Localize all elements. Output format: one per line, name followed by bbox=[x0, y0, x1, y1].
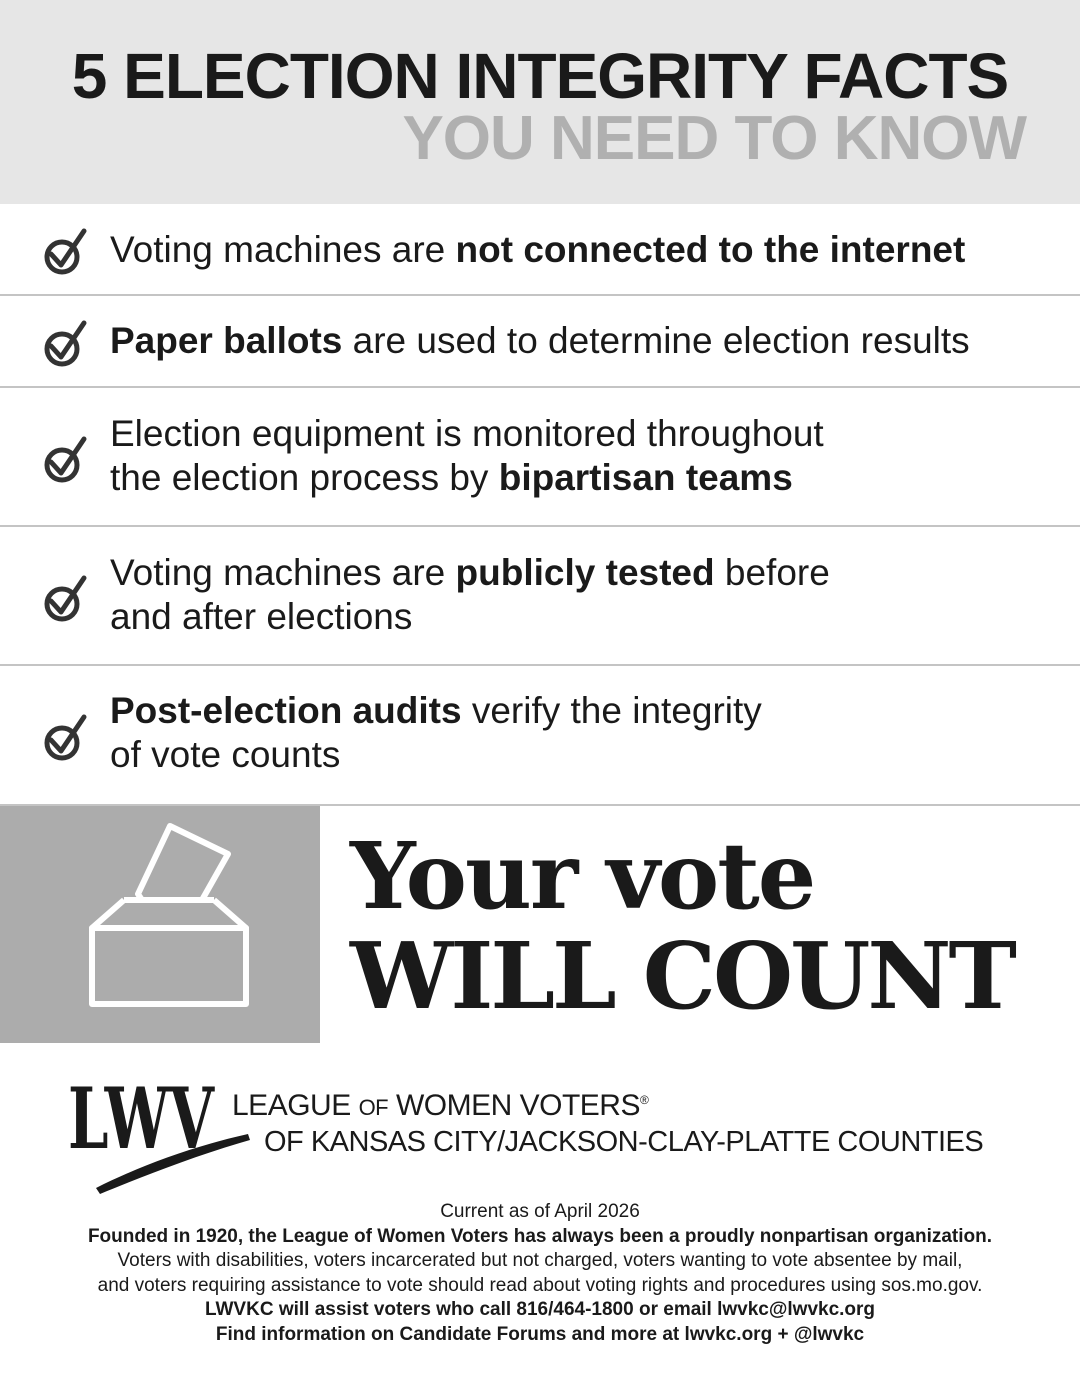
fact-row bbox=[0, 666, 1080, 806]
org-name-line-1: LEAGUE OF WOMEN VOTERS® bbox=[232, 1089, 649, 1122]
fact-segment: the election process by bbox=[110, 457, 499, 498]
fact-row bbox=[0, 296, 1080, 388]
circle-check-icon bbox=[40, 319, 90, 369]
fact-line bbox=[110, 595, 1040, 639]
fact-emphasis: Paper ballots bbox=[110, 320, 343, 361]
slogan bbox=[350, 822, 1014, 1030]
ballot-panel bbox=[0, 806, 320, 1043]
circle-check-icon bbox=[40, 574, 90, 624]
fact-text bbox=[110, 689, 1040, 777]
fact-segment: and after elections bbox=[110, 596, 413, 637]
fact-segment: Election equipment is monitored throughout bbox=[110, 413, 824, 454]
fact-segment: Voting machines are bbox=[110, 552, 456, 593]
fact-line bbox=[110, 456, 1040, 500]
header-banner bbox=[0, 0, 1080, 204]
current-date: Current as of April 2026 bbox=[440, 1201, 640, 1222]
fact-text bbox=[110, 228, 1040, 272]
facts-list bbox=[0, 204, 1080, 806]
fact-line bbox=[110, 412, 1040, 456]
fact-text bbox=[110, 412, 1040, 500]
page-title: 5 ELECTION INTEGRITY FACTS bbox=[71, 40, 1009, 112]
fact-segment: are used to determine election results bbox=[342, 320, 970, 361]
circle-check-icon bbox=[40, 435, 90, 485]
fact-line bbox=[110, 733, 1040, 777]
assist-contact: LWVKC will assist voters who call 816/464-1800 or email lwvkc@lwvkc.org bbox=[204, 1299, 876, 1320]
circle-check-icon bbox=[40, 227, 90, 277]
ballot-box-icon bbox=[0, 806, 320, 1043]
voters-note-1: Voters with disabilities, voters incarcerated but not charged, voters wanting to vote absentee by mail, bbox=[117, 1250, 963, 1271]
voters-note-2: and voters requiring assistance to vote should read about voting rights and procedures using sos.mo.gov. bbox=[97, 1274, 983, 1296]
fact-segment: before bbox=[714, 552, 830, 593]
fact-row bbox=[0, 388, 1080, 527]
fact-emphasis: bipartisan teams bbox=[498, 457, 793, 498]
fact-emphasis: not connected to the internet bbox=[455, 229, 966, 270]
info-link: Find information on Candidate Forums and more at lwvkc.org + @lwvkc bbox=[215, 1323, 865, 1345]
fact-text bbox=[110, 551, 1040, 639]
fact-line bbox=[110, 319, 1040, 363]
circle-check-icon bbox=[40, 713, 90, 763]
fact-segment: Voting machines are bbox=[110, 229, 456, 270]
fact-emphasis: Post-election audits bbox=[110, 690, 462, 731]
slogan-line-2: WILL COUNT bbox=[350, 922, 1014, 1030]
founded-statement: Founded in 1920, the League of Women Voters has always been a proudly nonpartisan organization. bbox=[87, 1225, 993, 1247]
footer bbox=[0, 1200, 1080, 1347]
fact-line bbox=[110, 551, 1040, 595]
fact-text bbox=[110, 319, 1040, 363]
fact-segment: of vote counts bbox=[110, 734, 341, 775]
fact-line bbox=[110, 689, 1040, 733]
fact-line bbox=[110, 228, 1040, 272]
page-subtitle: YOU NEED TO KNOW bbox=[402, 104, 1026, 173]
lwv-logo bbox=[66, 1076, 251, 1196]
org-name-line-2: OF KANSAS CITY/JACKSON-CLAY-PLATTE COUNTIES bbox=[264, 1126, 984, 1158]
fact-segment: verify the integrity bbox=[461, 690, 762, 731]
slogan-line-1: Your vote bbox=[350, 822, 815, 930]
fact-row bbox=[0, 204, 1080, 296]
fact-emphasis: publicly tested bbox=[455, 552, 715, 593]
org-name bbox=[232, 1083, 983, 1159]
lwv-logo-text: LWV bbox=[68, 1076, 216, 1168]
fact-row bbox=[0, 527, 1080, 666]
